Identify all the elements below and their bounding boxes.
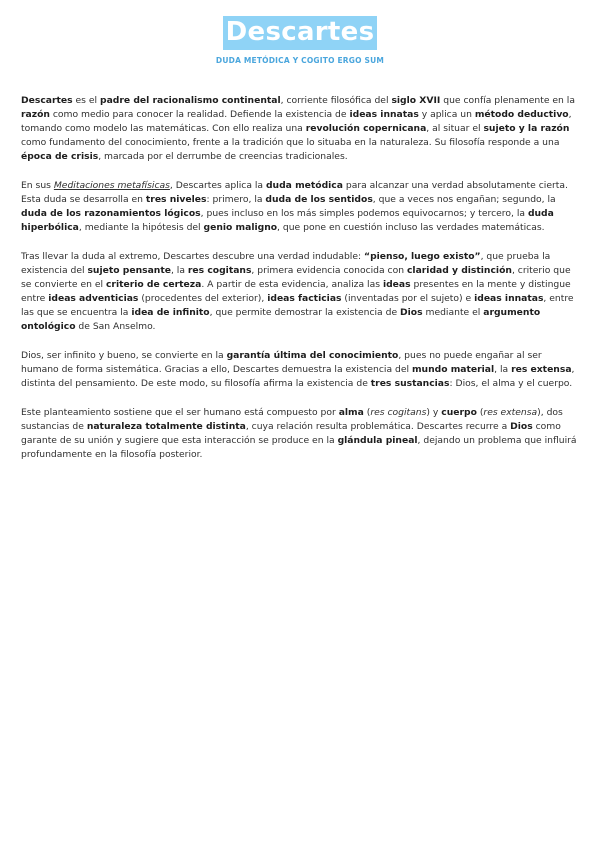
text-run: Tras llevar la duda al extremo, Descartes descubre una verdad indudable: xyxy=(21,250,365,262)
bold-text: glándula pineal xyxy=(337,434,418,446)
bold-text: ideas xyxy=(382,279,411,291)
text-run: como medio para conocer la realidad. Defiende la existencia de xyxy=(49,109,350,121)
bold-text: Dios xyxy=(510,420,533,432)
bold-text: alma xyxy=(338,406,364,418)
bold-text: genio maligno xyxy=(203,222,278,234)
bold-text: duda de los razonamientos lógicos xyxy=(21,208,201,220)
text-run: , pues incluso en los más simples podemos equivocarnos; y tercero, la xyxy=(200,208,528,220)
text-run: , entre las que se encuentra la xyxy=(21,293,574,319)
text-run: , criterio que se convierte en el xyxy=(21,264,571,291)
text-run: (inventadas por el sujeto) e xyxy=(341,293,475,305)
text-run: Este planteamiento sostiene que el ser humano está compuesto por xyxy=(21,406,339,418)
text-run: es el xyxy=(72,95,101,106)
text-run: , distinta del pensamiento. De este modo, su filosofía afirma la existencia de xyxy=(21,364,575,390)
paragraph xyxy=(21,250,579,335)
bold-text: res cogitans xyxy=(187,264,252,276)
text-run: ) y xyxy=(426,406,442,418)
text-run: ( xyxy=(476,406,484,418)
text-run: , primera evidencia conocida con xyxy=(251,264,407,276)
text-run: , pues no puede engañar al ser humano de forma sistemática. Gracias a ello, Descartes demuestra la existencia del xyxy=(21,349,542,375)
bold-text: época de crisis xyxy=(21,151,99,163)
paragraph xyxy=(21,94,579,164)
text-run: , que permite demostrar la existencia de xyxy=(209,307,401,319)
bold-text: idea de infinito xyxy=(131,307,210,319)
text-run: , al situar el xyxy=(426,123,484,135)
bold-text: padre del racionalismo continental xyxy=(100,95,281,106)
text-run: que confía plenamente en la xyxy=(440,95,575,106)
bold-text: Descartes xyxy=(21,95,73,106)
bold-text: duda metódica xyxy=(265,179,343,191)
bold-text: garantía última del conocimiento xyxy=(226,349,399,361)
text-run: , dejando un problema que influirá profundamente en la filosofía posterior. xyxy=(21,434,577,460)
text-run: , tomando como modelo las matemáticas. Con ello realiza una xyxy=(21,109,572,135)
bold-text: siglo XVII xyxy=(391,95,441,106)
text-run: mediante el xyxy=(422,307,484,319)
bold-text: criterio de certeza xyxy=(105,279,202,291)
italic-text: res cogitans xyxy=(370,406,427,418)
text-run: , Descartes aplica la xyxy=(169,179,266,191)
text-run: y aplica un xyxy=(418,109,475,121)
italic-text: res extensa xyxy=(483,406,538,418)
text-run: , la xyxy=(170,264,188,276)
bold-text: duda de los sentidos xyxy=(265,194,373,206)
bold-text: ideas innatas xyxy=(474,293,544,305)
text-run: , mediante la hipótesis del xyxy=(78,222,204,234)
bold-text: ideas facticias xyxy=(267,293,342,305)
text-run: , que prueba la existencia del xyxy=(21,250,551,276)
bold-text: razón xyxy=(21,109,50,121)
text-run: , corriente filosófica del xyxy=(280,95,392,106)
bold-text: sujeto y la razón xyxy=(483,123,570,135)
header xyxy=(0,0,600,65)
paragraph xyxy=(21,349,579,391)
bold-text: tres niveles xyxy=(145,194,207,206)
text-run: presentes en la mente y distingue entre xyxy=(21,279,571,305)
bold-text: res extensa xyxy=(511,364,572,375)
text-run: ), dos sustancias de xyxy=(21,406,563,432)
bold-text: claridad y distinción xyxy=(406,264,512,276)
italic-text: Meditaciones metafísicas xyxy=(53,179,170,191)
text-run: , marcada por el derrumbe de creencias tradicionales. xyxy=(98,151,348,163)
bold-text: mundo material xyxy=(411,364,495,375)
page-subtitle: DUDA METÓDICA Y COGITO ERGO SUM xyxy=(215,56,385,65)
bold-text: ideas innatas xyxy=(349,109,419,121)
text-run: para alcanzar una verdad absolutamente cierta. Esta duda se desarrolla en xyxy=(21,179,568,206)
bold-text: ideas adventicias xyxy=(48,293,139,305)
bold-text: revolución copernicana xyxy=(305,123,427,135)
text-run: de San Anselmo. xyxy=(75,321,156,333)
text-run: , que a veces nos engañan; segundo, la xyxy=(372,194,556,206)
text-run: En sus xyxy=(21,179,54,191)
page-title: Descartes xyxy=(223,16,378,50)
bold-text: cuerpo xyxy=(441,406,477,418)
text-run: Dios, ser infinito y bueno, se convierte en la xyxy=(21,349,227,361)
bold-text: tres sustancias xyxy=(370,378,450,390)
paragraph xyxy=(21,406,579,462)
text-run: ( xyxy=(363,406,371,418)
bold-text: “pienso, luego existo” xyxy=(364,250,481,262)
text-run: : primero, la xyxy=(206,194,266,206)
text-run: : Dios, el alma y el cuerpo. xyxy=(449,378,573,390)
bold-text: duda hiperbólica xyxy=(21,208,554,234)
bold-text: Dios xyxy=(400,307,423,319)
bold-text: naturaleza totalmente distinta xyxy=(86,420,246,432)
bold-text: sujeto pensante xyxy=(87,264,171,276)
text-run: , la xyxy=(494,364,512,375)
text-run: . A partir de esta evidencia, analiza las xyxy=(201,279,383,291)
paragraph xyxy=(21,179,579,235)
text-run: como fundamento del conocimiento, frente a la tradición que lo situaba en la naturaleza. Su filosofía responde a una xyxy=(21,137,560,149)
text-run: , que pone en cuestión incluso las verdades matemáticas. xyxy=(277,222,545,234)
bold-text: argumento ontológico xyxy=(21,307,541,333)
text-run: , cuya relación resulta problemática. Descartes recurre a xyxy=(245,420,511,432)
text-run: como garante de su unión y sugiere que esta interacción se produce en la xyxy=(21,420,561,446)
text-run: (procedentes del exterior), xyxy=(138,293,268,305)
document-body xyxy=(21,94,579,477)
bold-text: método deductivo xyxy=(474,109,569,121)
